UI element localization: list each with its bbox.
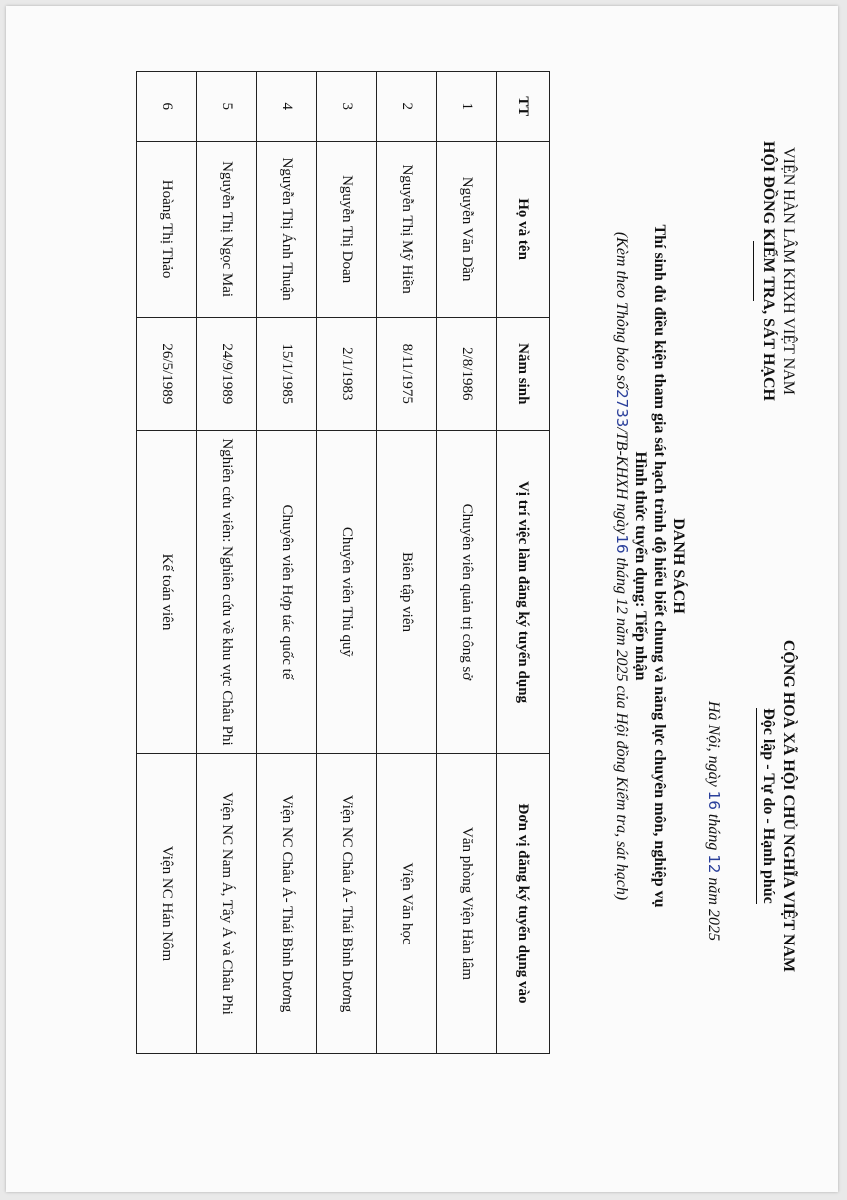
- title-subject: Thí sinh đủ điều kiện tham gia sát hạch trình độ hiểu biết chung và năng lực chuyên môn, nghiệp vụ: [651, 224, 668, 908]
- cell-unit: Viện NC Nam Á, Tây Á và Châu Phi: [197, 754, 257, 1054]
- notice-number: 2733: [613, 389, 631, 428]
- col-header-unit: Đơn vị đăng ký tuyển dụng vào: [497, 754, 550, 1054]
- rotated-document: [6, 6, 838, 1192]
- title-heading: DANH SÁCH: [670, 518, 687, 614]
- date-line: [704, 606, 723, 1036]
- cell-index: 2: [377, 72, 437, 142]
- cell-position: Chuyên viên Hợp tác quốc tế: [257, 430, 317, 753]
- date-year: năm 2025: [705, 877, 722, 941]
- cell-index: 3: [317, 72, 377, 142]
- table-header-row: [497, 72, 550, 1054]
- cell-index: 5: [197, 72, 257, 142]
- cell-birth: 24/9/1989: [197, 317, 257, 430]
- title-reference: [612, 116, 631, 1016]
- cell-position: Kế toán viên: [137, 430, 197, 753]
- cell-birth: 26/5/1989: [137, 317, 197, 430]
- cell-index: 4: [257, 72, 317, 142]
- col-header-birth: Năm sinh: [497, 317, 550, 430]
- cell-name: Nguyễn Thị Mỹ Hiền: [377, 141, 437, 317]
- cell-birth: 15/1/1985: [257, 317, 317, 430]
- reference-suffix: tháng 12 năm 2025 của Hội đồng Kiểm tra, sát hạch): [613, 557, 630, 901]
- cell-index: 6: [137, 72, 197, 142]
- cell-position: Chuyên viên Thủ quỹ: [317, 430, 377, 753]
- cell-position: Biên tập viên: [377, 430, 437, 753]
- col-header-name: Họ và tên: [497, 141, 550, 317]
- col-header-index: TT: [497, 72, 550, 142]
- issuer-council: HỘI ĐỒNG KIỂM TRA, SÁT HẠCH: [760, 141, 777, 401]
- cell-name: Nguyễn Văn Dần: [437, 141, 497, 317]
- notice-day: 16: [613, 534, 631, 554]
- table-row: [137, 72, 197, 1054]
- cell-name: Nguyễn Thị Ngọc Mai: [197, 141, 257, 317]
- col-header-position: Vị trí việc làm đăng ký tuyển dụng: [497, 430, 550, 753]
- table-row: [317, 72, 377, 1054]
- date-month: 12: [705, 854, 723, 874]
- cell-name: Nguyễn Thị Ánh Thuận: [257, 141, 317, 317]
- issuer-header: [753, 91, 798, 451]
- date-prefix: Hà Nội, ngày: [705, 701, 722, 787]
- national-header: [756, 566, 798, 1046]
- cell-unit: Viện Văn học: [377, 754, 437, 1054]
- scanned-page: [6, 6, 838, 1192]
- cell-unit: Viện NC Hán Nôm: [137, 754, 197, 1054]
- cell-position: Chuyên viên quản trị công sở: [437, 430, 497, 753]
- cell-unit: Viện NC Châu Á- Thái Bình Dương: [317, 754, 377, 1054]
- date-month-label: tháng: [705, 813, 722, 851]
- date-day: 16: [705, 790, 723, 810]
- cell-name: Nguyễn Thị Doan: [317, 141, 377, 317]
- cell-position: Nghiên cứu viên: Nghiên cứu về khu vực Châu Phi: [197, 430, 257, 753]
- cell-birth: 2/8/1986: [437, 317, 497, 430]
- cell-index: 1: [437, 72, 497, 142]
- table-row: [437, 72, 497, 1054]
- table-row: [197, 72, 257, 1054]
- reference-mid: /TB-KHXH ngày: [613, 427, 630, 535]
- cell-birth: 2/1/1983: [317, 317, 377, 430]
- candidate-table: [136, 71, 550, 1054]
- table-row: [257, 72, 317, 1054]
- reference-prefix: (Kèm theo Thông báo số: [613, 231, 630, 390]
- issuer-org: VIỆN HÀN LÂM KHXH VIỆT NAM: [780, 147, 797, 395]
- document-title: [612, 116, 688, 1016]
- cell-unit: Viện NC Châu Á- Thái Bình Dương: [257, 754, 317, 1054]
- national-motto: Độc lập - Tự do - Hạnh phúc: [756, 708, 778, 904]
- title-recruitment-form: Hình thức tuyển dụng: Tiếp nhận: [632, 451, 649, 681]
- cell-name: Hoàng Thị Thảo: [137, 141, 197, 317]
- cell-unit: Văn phòng Viện Hàn lâm: [437, 754, 497, 1054]
- table-row: [377, 72, 437, 1054]
- cell-birth: 8/11/1975: [377, 317, 437, 430]
- nation-name: CỘNG HOÀ XÃ HỘI CHỦ NGHĨA VIỆT NAM: [780, 639, 797, 973]
- issuer-underline: [753, 241, 754, 301]
